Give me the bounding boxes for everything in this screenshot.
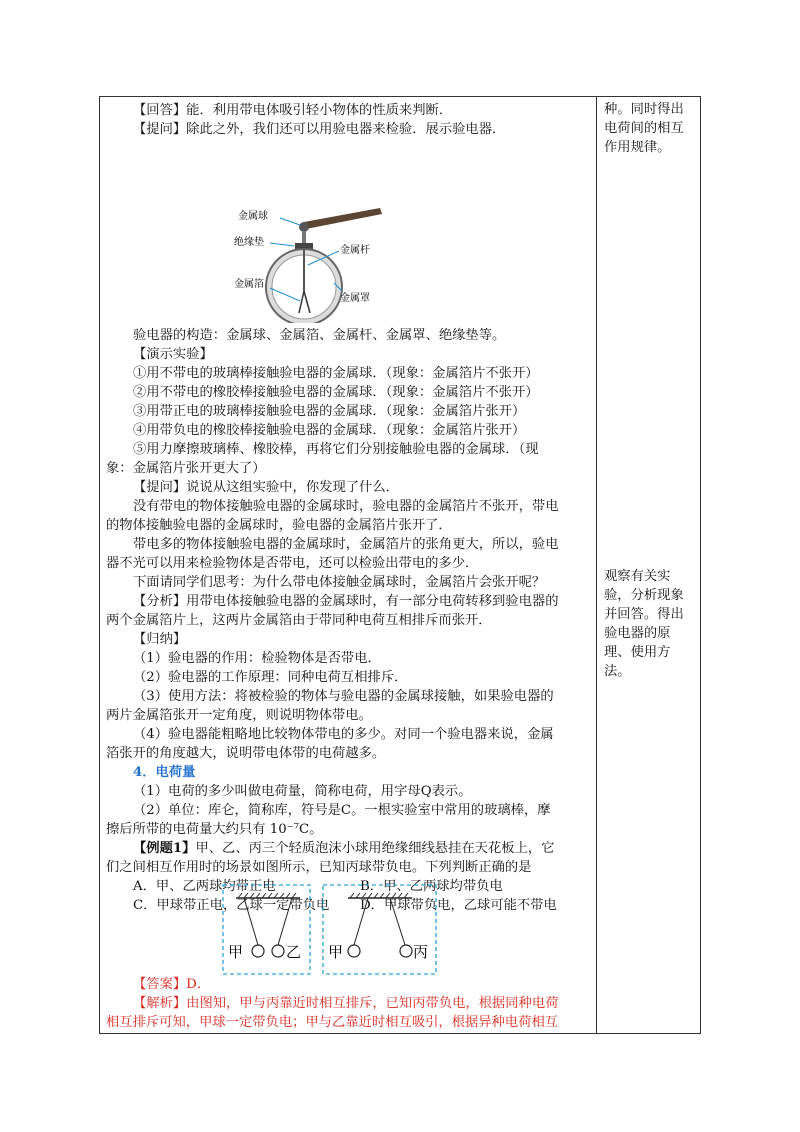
side-mid-1: 观察有关实 (604, 569, 671, 584)
example-head: 【例题1】 (133, 841, 196, 856)
demo-3: ③用带正电的玻璃棒接触验电器的金属球．（现象：金属箔片张开） (133, 404, 526, 419)
demo-1: ①用不带电的玻璃棒接触验电器的金属球．（现象：金属箔片不张开） (133, 366, 539, 381)
ball-label-jia-right: 甲 (328, 943, 344, 961)
answer-line: 【回答】能．利用带电体吸引轻小物体的性质来判断． (133, 103, 453, 118)
example-line-1 (106, 839, 592, 858)
finding-2: 带电多的物体接触验电器的金属球时，金属箔片的张角更大，所以，验电 (133, 537, 559, 552)
column-divider (596, 97, 597, 1033)
finding-1: 没有带电的物体接触验电器的金属球时，验电器的金属箔片不张开，带电 (133, 499, 559, 514)
analysis-2: 两个金属箔片上，这两片金属箔由于带同种电荷互相排斥而张开． (106, 613, 492, 628)
summary-4-cont: 箔张开的角度越大，说明带电体带的电荷越多。 (106, 746, 386, 761)
side-mid-3: 并回答。得出 (604, 607, 684, 622)
ball-label-jia-left: 甲 (228, 943, 244, 961)
charge-2-cont: 擦后所带的电荷量大约只有 10⁻⁷C。 (106, 822, 323, 837)
section-heading: 4．电荷量 (133, 765, 196, 780)
example-line-2: 们之间相互作用时的场景如图所示，已知丙球带负电。下列判断正确的是 (106, 860, 532, 875)
demo-5: ⑤用力摩擦玻璃棒、橡胶棒，再将它们分别接触验电器的金属球．（现 (133, 442, 539, 457)
demo-title: 【演示实验】 (133, 347, 213, 362)
think-question: 下面请同学们思考：为什么带电体接触金属球时，金属箔片会张开呢？ (133, 575, 546, 590)
ball-label-yi: 乙 (286, 943, 302, 961)
ask-line: 【提问】说说从这组实验中，你发现了什么． (133, 480, 399, 495)
explanation-1: 【解析】由图知，甲与丙靠近时相互排斥，已知丙带负电，根据同种电荷 (133, 996, 559, 1011)
finding-2-cont: 器不光可以用来检验物体是否带电，还可以检验出带电的多少． (106, 556, 479, 571)
side-mid-2: 验，分析现象 (604, 588, 684, 603)
charge-1: （1）电荷的多少叫做电荷量，简称电荷，用字母Q表示。 (133, 784, 472, 799)
demo-2: ②用不带电的橡胶棒接触验电器的金属球．（现象：金属箔片不张开） (133, 385, 539, 400)
explanation-2: 相互排斥可知，甲球一定带负电；甲与乙靠近时相互吸引，根据异种电荷相互 (106, 1015, 559, 1030)
structure-line: 验电器的构造：金属球、金属箔、金属杆、金属罩、绝缘垫等。 (133, 328, 506, 343)
electroscope-figure (232, 205, 492, 323)
option-b: B．甲、乙两球均带负电 (360, 879, 503, 894)
side-note-mid (604, 567, 694, 681)
charge-2: （2）单位：库仑，简称库，符号是C。一根实验室中常用的玻璃棒，摩 (133, 803, 551, 818)
summary-1: （1）验电器的作用：检验物体是否带电． (133, 651, 381, 666)
summary-4: （4）验电器能粗略地比较物体带电的多少。对同一个验电器来说，金属 (133, 727, 554, 742)
option-a: A．甲、乙两球均带正电 (133, 879, 276, 894)
ball-figures (222, 884, 440, 976)
label-metal-cover: 金属罩 (340, 293, 370, 304)
side-top-2: 电荷间的相互 (604, 121, 684, 136)
summary-3-cont: 两片金属箔张开一定角度，则说明物体带电。 (106, 708, 372, 723)
label-metal-ball: 金属球 (238, 211, 268, 222)
example-text-1: 甲、乙、丙三个轻质泡沫小球用绝缘细线悬挂在天花板上，它 (195, 841, 555, 856)
analysis-1: 【分析】用带电体接触验电器的金属球时，有一部分电荷转移到验电器的 (133, 594, 559, 609)
side-note-top (604, 100, 694, 157)
ball-label-bing: 丙 (413, 943, 429, 961)
label-metal-foil: 金属箔 (234, 279, 264, 290)
demo-5-cont: 象：金属箔片张开更大了） (106, 461, 266, 476)
lesson-table (99, 96, 701, 1034)
option-d: D．甲球带负电，乙球可能不带电 (360, 898, 557, 913)
demo-4: ④用带负电的橡胶棒接触验电器的金属球．（现象：金属箔片张开） (133, 423, 526, 438)
finding-1-cont: 的物体接触验电器的金属球时，验电器的金属箔片张开了． (106, 518, 452, 533)
label-insulating-pad: 绝缘垫 (234, 237, 264, 248)
side-mid-4: 验电器的原 (604, 626, 671, 641)
answer-key: 【答案】D． (133, 977, 211, 992)
question-line: 【提问】除此之外，我们还可以用验电器来检验．展示验电器． (133, 122, 506, 137)
side-top-3: 作用规律。 (604, 140, 671, 155)
summary-2: （2）验电器的工作原理：同种电荷互相排斥． (133, 670, 408, 685)
summary-title: 【归纳】 (133, 632, 187, 647)
option-c: C．甲球带正电，乙球一定带负电 (133, 898, 330, 913)
side-mid-5: 理、使用方 (604, 645, 671, 660)
side-top-1: 种。同时得出 (604, 102, 684, 117)
summary-3: （3）使用方法：将被检验的物体与验电器的金属球接触，如果验电器的 (133, 689, 554, 704)
label-metal-rod: 金属杆 (340, 245, 370, 256)
side-mid-6: 法。 (604, 664, 631, 679)
